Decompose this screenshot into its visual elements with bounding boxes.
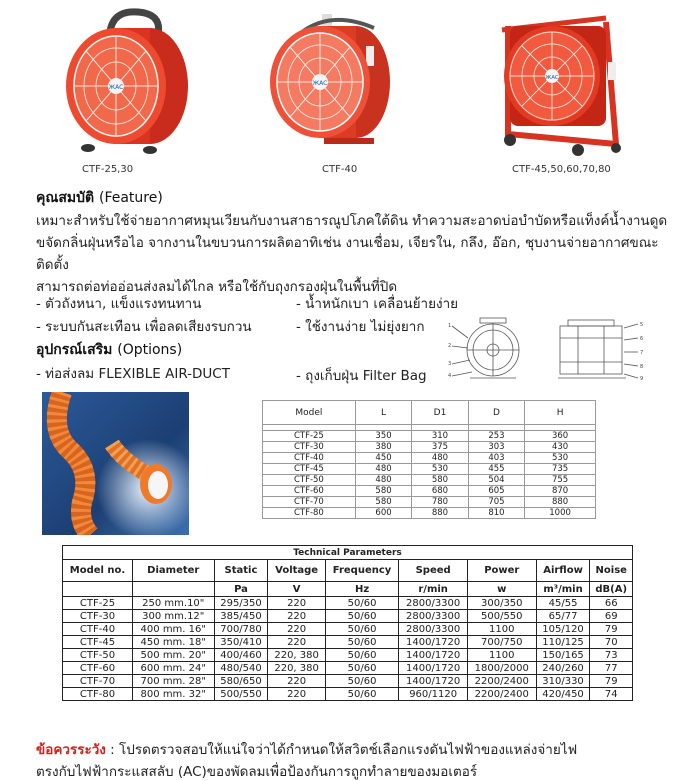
tech-cell: 45/55: [536, 597, 590, 610]
dimension-cell: CTF-60: [263, 486, 356, 497]
tech-cell: 700 mm. 28": [133, 675, 215, 688]
warning-note: [36, 739, 686, 781]
option-item: - ท่อส่งลม FLEXIBLE AIR-DUCT: [36, 366, 230, 382]
svg-text:6: 6: [640, 336, 644, 342]
dimension-cell: 504: [468, 475, 524, 486]
feature-bullet: - น้ำหนักเบา เคลื่อนย้ายง่าย: [296, 296, 459, 312]
feature-title-en: (Feature): [98, 190, 163, 206]
tech-unit: r/min: [399, 582, 468, 597]
side-view-diagram: [548, 316, 648, 390]
svg-text:5: 5: [640, 322, 644, 328]
tech-cell: 73: [590, 649, 633, 662]
tech-header: Diameter: [133, 560, 215, 582]
dimension-table-body: [263, 425, 596, 519]
tech-cell: 350/410: [214, 636, 268, 649]
dimension-cell: 375: [412, 442, 468, 453]
product-caption: CTF-25,30: [82, 164, 134, 175]
dimension-cell: 303: [468, 442, 524, 453]
dimension-cell: 735: [525, 464, 596, 475]
warning-text: ตรงกับไฟฟ้ากระแสสลับ (AC)ของพัดลมเพื่อป้องกันการถูกทำลายของมอเตอร์: [36, 764, 478, 780]
tech-cell: 400/460: [214, 649, 268, 662]
tech-cell: 1800/2000: [467, 662, 536, 675]
tech-cell: 50/60: [325, 675, 399, 688]
dimension-cell: CTF-70: [263, 497, 356, 508]
dimension-cell: 480: [355, 464, 411, 475]
dimension-cell: CTF-45: [263, 464, 356, 475]
tech-cell: 220, 380: [268, 649, 325, 662]
dimension-cell: 580: [355, 486, 411, 497]
dimension-cell: 350: [355, 431, 411, 442]
dimension-row: [263, 464, 596, 475]
tech-unit: Pa: [214, 582, 268, 597]
tech-table-title: Technical Parameters: [63, 546, 633, 560]
dimension-cell: 530: [525, 453, 596, 464]
tech-cell: CTF-40: [63, 623, 133, 636]
dimension-cell: CTF-80: [263, 508, 356, 519]
dimension-cell: 605: [468, 486, 524, 497]
dimension-row: [263, 475, 596, 486]
tech-cell: 50/60: [325, 623, 399, 636]
dimension-cell: CTF-50: [263, 475, 356, 486]
dimension-cell: 310: [412, 431, 468, 442]
dimension-cell: 680: [412, 486, 468, 497]
dimension-row: [263, 497, 596, 508]
tech-cell: 220: [268, 597, 325, 610]
tech-row: [63, 649, 633, 662]
dimension-header: D: [468, 401, 524, 425]
tech-cell: 2800/3300: [399, 610, 468, 623]
svg-text:ЖAC: ЖAC: [312, 80, 328, 87]
tech-cell: 500/550: [467, 610, 536, 623]
dimension-cell: 600: [355, 508, 411, 519]
tech-cell: 70: [590, 636, 633, 649]
product-caption: CTF-40: [322, 164, 358, 175]
dimension-cell: 580: [412, 475, 468, 486]
dimension-cell: 360: [525, 431, 596, 442]
tech-cell: 700/780: [214, 623, 268, 636]
dimension-cell: 480: [355, 475, 411, 486]
tech-cell: 700/750: [467, 636, 536, 649]
feature-title-th: คุณสมบัติ: [36, 190, 95, 206]
feature-description: [36, 210, 676, 298]
tech-cell: 220: [268, 636, 325, 649]
svg-text:ЖAC: ЖAC: [108, 84, 124, 91]
option-item: - ถุงเก็บฝุ่น Filter Bag: [296, 368, 427, 384]
feature-line: สามารถต่อท่ออ่อนส่งลมได้ไกล หรือใช้กับถุงกรองฝุ่นในพื้นที่ปิด: [36, 279, 398, 295]
tech-cell: 500 mm. 20": [133, 649, 215, 662]
dimension-cell: 450: [355, 453, 411, 464]
tech-cell: 74: [590, 688, 633, 701]
tech-row: [63, 662, 633, 675]
tech-row: [63, 675, 633, 688]
feature-bullet: - ตัวถังหนา, แข็งแรงทนทาน: [36, 296, 202, 312]
dimension-row: [263, 453, 596, 464]
tech-cell: 2800/3300: [399, 623, 468, 636]
tech-cell: 800 mm. 32": [133, 688, 215, 701]
tech-cell: 400 mm. 16": [133, 623, 215, 636]
tech-cell: CTF-60: [63, 662, 133, 675]
tech-cell: 79: [590, 623, 633, 636]
tech-unit: w: [467, 582, 536, 597]
dimension-cell: 810: [468, 508, 524, 519]
tech-cell: 1100: [467, 649, 536, 662]
tech-cell: 500/550: [214, 688, 268, 701]
tech-cell: 65/77: [536, 610, 590, 623]
tech-cell: 1400/1720: [399, 649, 468, 662]
dimension-cell: 880: [412, 508, 468, 519]
dimension-row: [263, 442, 596, 453]
dimension-row: [263, 508, 596, 519]
tech-table-body: [63, 597, 633, 701]
dimension-cell: 480: [412, 453, 468, 464]
svg-text:2: 2: [448, 343, 452, 349]
tech-cell: 250 mm.10": [133, 597, 215, 610]
tech-cell: 110/125: [536, 636, 590, 649]
tech-cell: 960/1120: [399, 688, 468, 701]
tech-cell: 2800/3300: [399, 597, 468, 610]
svg-text:1: 1: [448, 323, 452, 329]
tech-cell: 220: [268, 688, 325, 701]
tech-cell: 220, 380: [268, 662, 325, 675]
svg-text:3: 3: [448, 361, 452, 367]
flexible-duct-photo: [42, 392, 189, 535]
feature-heading: [36, 187, 163, 209]
options-title-en: (Options): [117, 342, 183, 358]
dimension-cell: 530: [412, 464, 468, 475]
tech-unit-row: [63, 582, 633, 597]
svg-text:9: 9: [640, 376, 644, 382]
dimension-cell: 705: [468, 497, 524, 508]
dimension-table: [262, 400, 596, 519]
dimension-row: [263, 486, 596, 497]
tech-header: Speed: [399, 560, 468, 582]
tech-row: [63, 623, 633, 636]
tech-cell: 300/350: [467, 597, 536, 610]
tech-cell: 1400/1720: [399, 636, 468, 649]
dimension-row: [263, 431, 596, 442]
product-photos: [0, 0, 700, 180]
tech-header: Power: [467, 560, 536, 582]
tech-row: [63, 597, 633, 610]
dimension-header: L: [355, 401, 411, 425]
fan-photo-ctf-45-80: [488, 6, 638, 158]
tech-unit: dB(A): [590, 582, 633, 597]
tech-cell: 450 mm. 18": [133, 636, 215, 649]
tech-unit: m³/min: [536, 582, 590, 597]
tech-cell: 600 mm. 24": [133, 662, 215, 675]
tech-cell: 295/350: [214, 597, 268, 610]
product-caption: CTF-45,50,60,70,80: [512, 164, 611, 175]
tech-header: Airflow: [536, 560, 590, 582]
tech-header: Static: [214, 560, 268, 582]
tech-cell: 220: [268, 675, 325, 688]
warning-text: : โปรดตรวจสอบให้แน่ใจว่าได้กำหนดให้สวิตช์เลือกแรงดันไฟฟ้าของแหล่งจ่ายไฟ: [105, 742, 578, 758]
dimension-cell: 780: [412, 497, 468, 508]
dimension-cell: 870: [525, 486, 596, 497]
tech-cell: 385/450: [214, 610, 268, 623]
feature-line: เหมาะสำหรับใช้จ่ายอากาศหมุนเวียนกับงานสาธารณูปโภคใต้ดิน ทำความสะอาดบ่อบำบัดหรือแท็งค์น้ำงานดูด: [36, 213, 668, 229]
tech-header: Model no.: [63, 560, 133, 582]
dimension-header: D1: [412, 401, 468, 425]
tech-cell: 50/60: [325, 597, 399, 610]
tech-cell: CTF-45: [63, 636, 133, 649]
warning-label: ข้อควรระวัง: [36, 742, 106, 758]
tech-cell: 50/60: [325, 649, 399, 662]
tech-cell: 1400/1720: [399, 662, 468, 675]
tech-cell: 310/330: [536, 675, 590, 688]
tech-unit: Hz: [325, 582, 399, 597]
svg-text:ЖAC: ЖAC: [545, 75, 559, 81]
tech-header-row: [63, 560, 633, 582]
tech-cell: CTF-80: [63, 688, 133, 701]
tech-cell: 50/60: [325, 662, 399, 675]
tech-cell: CTF-25: [63, 597, 133, 610]
svg-text:4: 4: [448, 373, 452, 379]
dimension-cell: CTF-30: [263, 442, 356, 453]
dimension-cell: 1000: [525, 508, 596, 519]
tech-cell: 300 mm.12": [133, 610, 215, 623]
options-heading: [36, 339, 182, 361]
fan-photo-ctf-40: [262, 6, 402, 156]
tech-cell: 420/450: [536, 688, 590, 701]
fan-photo-ctf-25-30: [58, 8, 198, 158]
options-title-th: อุปกรณ์เสริม: [36, 342, 113, 358]
tech-cell: 69: [590, 610, 633, 623]
technical-parameters-table: [62, 545, 633, 701]
dimension-cell: 403: [468, 453, 524, 464]
dimension-header-row: [263, 401, 596, 425]
tech-row: [63, 636, 633, 649]
dimension-cell: 580: [355, 497, 411, 508]
tech-header: Voltage: [268, 560, 325, 582]
tech-cell: 240/260: [536, 662, 590, 675]
dimension-cell: 455: [468, 464, 524, 475]
tech-cell: 77: [590, 662, 633, 675]
tech-cell: 50/60: [325, 688, 399, 701]
tech-cell: 480/540: [214, 662, 268, 675]
tech-header: Noise: [590, 560, 633, 582]
feature-bullet: - ใช้งานง่าย ไม่ยุ่งยาก: [296, 319, 425, 335]
feature-bullet: - ระบบกันสะเทือน เพื่อลดเสียงรบกวน: [36, 319, 252, 335]
dimension-header: Model: [263, 401, 356, 425]
tech-cell: 150/165: [536, 649, 590, 662]
tech-cell: 220: [268, 610, 325, 623]
tech-cell: 50/60: [325, 610, 399, 623]
tech-row: [63, 688, 633, 701]
dimension-cell: CTF-40: [263, 453, 356, 464]
dimension-header: H: [525, 401, 596, 425]
dimension-cell: 253: [468, 431, 524, 442]
dimension-cell: CTF-25: [263, 431, 356, 442]
tech-cell: 220: [268, 623, 325, 636]
tech-cell: 79: [590, 675, 633, 688]
dimension-cell: 430: [525, 442, 596, 453]
tech-cell: CTF-70: [63, 675, 133, 688]
dimension-cell: 380: [355, 442, 411, 453]
tech-cell: 66: [590, 597, 633, 610]
dimension-cell: 755: [525, 475, 596, 486]
tech-cell: 2200/2400: [467, 688, 536, 701]
tech-cell: 1100: [467, 623, 536, 636]
tech-unit: V: [268, 582, 325, 597]
svg-text:8: 8: [640, 364, 644, 370]
tech-cell: 580/650: [214, 675, 268, 688]
tech-cell: 1400/1720: [399, 675, 468, 688]
tech-unit: [63, 582, 133, 597]
tech-cell: CTF-50: [63, 649, 133, 662]
feature-line: ขจัดกลิ่นฝุ่นหรือไอ จากงานในขบวนการผลิตอาทิเช่น งานเชื่อม, เจียรใน, กลึง, อ๊อก, ชุบงานจ่ายอากาศขณะติดตั้ง: [36, 235, 659, 273]
svg-text:7: 7: [640, 350, 644, 356]
tech-cell: 2200/2400: [467, 675, 536, 688]
tech-cell: 105/120: [536, 623, 590, 636]
tech-cell: CTF-30: [63, 610, 133, 623]
tech-cell: 50/60: [325, 636, 399, 649]
tech-row: [63, 610, 633, 623]
dimension-cell: 880: [525, 497, 596, 508]
tech-header: Frequency: [325, 560, 399, 582]
front-view-diagram: [448, 316, 538, 390]
tech-unit: [133, 582, 215, 597]
